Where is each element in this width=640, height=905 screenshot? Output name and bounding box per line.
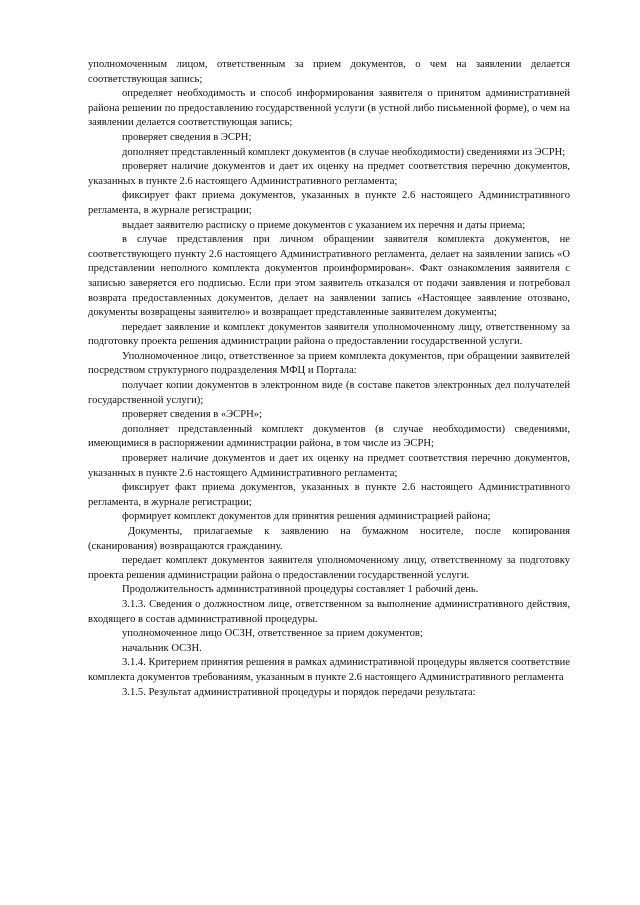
paragraph: Документы, прилагаемые к заявлению на бумажном носителе, после копирования (сканирования) возвращаются гражданину. xyxy=(88,526,570,552)
paragraph: проверяет наличие документов и дает их оценку на предмет соответствия перечню документов, указанных в пункте 2.6 настоящего Административного регламента; xyxy=(88,161,570,187)
paragraph: уполномоченное лицо ОСЗН, ответственное за прием документов; xyxy=(122,628,423,640)
paragraph: проверяет сведения в ЭСРН; xyxy=(122,131,252,143)
paragraph: 3.1.4. Критерием принятия решения в рамках административной процедуры является соответствие комплекта документов требованиям, указанным в пункте 2.6 настоящего Административного регламента xyxy=(88,657,570,683)
paragraph: в случае представления при личном обращении заявителя комплекта документов, не соответствующего пункту 2.6 настоящего Административного регламента, делает на заявлении запись «О представлении неполного комплекта документов проинформирован». Факт ознакомления заявителя с записью заверяется его подписью. Если при этом заявитель отказался от подачи заявления и потребовал возврата предоставленных документов, делает на заявлении запись «Настоящее заявление отозвано, документы возвращены заявителю» и возвращает представленные заявителем документы; xyxy=(88,234,570,319)
paragraph: 3.1.3. Сведения о должностном лице, ответственном за выполнение административного действия, входящего в состав административной процедуры. xyxy=(88,598,570,625)
paragraph: фиксирует факт приема документов, указанных в пункте 2.6 настоящего Административного регламента, в журнале регистрации; xyxy=(88,190,570,216)
paragraph: начальник ОСЗН. xyxy=(122,642,202,654)
paragraph: передает комплект документов заявителя уполномоченному лицу, ответственному за подготовку проекта решения администрации района о предоставлении государственной услуги. xyxy=(88,555,570,581)
paragraph: передает заявление и комплект документов заявителя уполномоченному лицу, ответственному за подготовку проекта решения администрации района о предоставлении государственной услуги. xyxy=(88,321,570,348)
paragraph: уполномоченным лицом, ответственным за прием документов, о чем на заявлении делается соответствующая запись; xyxy=(88,59,570,85)
paragraph: выдает заявителю расписку о приеме документов с указанием их перечня и даты приема; xyxy=(122,219,526,231)
document-page xyxy=(88,58,570,700)
paragraph: определяет необходимость и способ информирования заявителя о принятом административней района решении по предоставлению государственной услуги (в устной либо письменной форме), о чем на заявлении делается соответствующая запись; xyxy=(88,88,570,129)
paragraph: Продолжительность административной процедуры составляет 1 рабочий день. xyxy=(122,584,479,596)
paragraph: дополняет представленный комплект документов (в случае необходимости) сведениями из ЭСРН; xyxy=(122,146,566,158)
paragraph: проверяет наличие документов и дает их оценку на предмет соответствия перечню документов, указанных в пункте 2.6 настоящего Административного регламента; xyxy=(88,453,570,479)
paragraph: фиксирует факт приема документов, указанных в пункте 2.6 настоящего Административного регламента, в журнале регистрации; xyxy=(88,482,570,508)
paragraph: формирует комплект документов для принятия решения администрацией района; xyxy=(122,511,491,523)
paragraph: получает копии документов в электронном виде (в составе пакетов электронных дел получателей государственной услуги); xyxy=(88,380,570,406)
paragraph: дополняет представленный комплект документов (в случае необходимости) сведениями, имеющимися в распоряжении администрации района, в том числе из ЭСРН; xyxy=(88,423,570,450)
paragraph: 3.1.5. Результат административной процедуры и порядок передачи результата: xyxy=(122,686,476,698)
paragraph: проверяет сведения в «ЭСРН»; xyxy=(122,409,262,421)
paragraph: Уполномоченное лицо, ответственное за прием комплекта документов, при обращении заявителей посредством структурного подразделения МФЦ и Портала: xyxy=(88,350,570,377)
